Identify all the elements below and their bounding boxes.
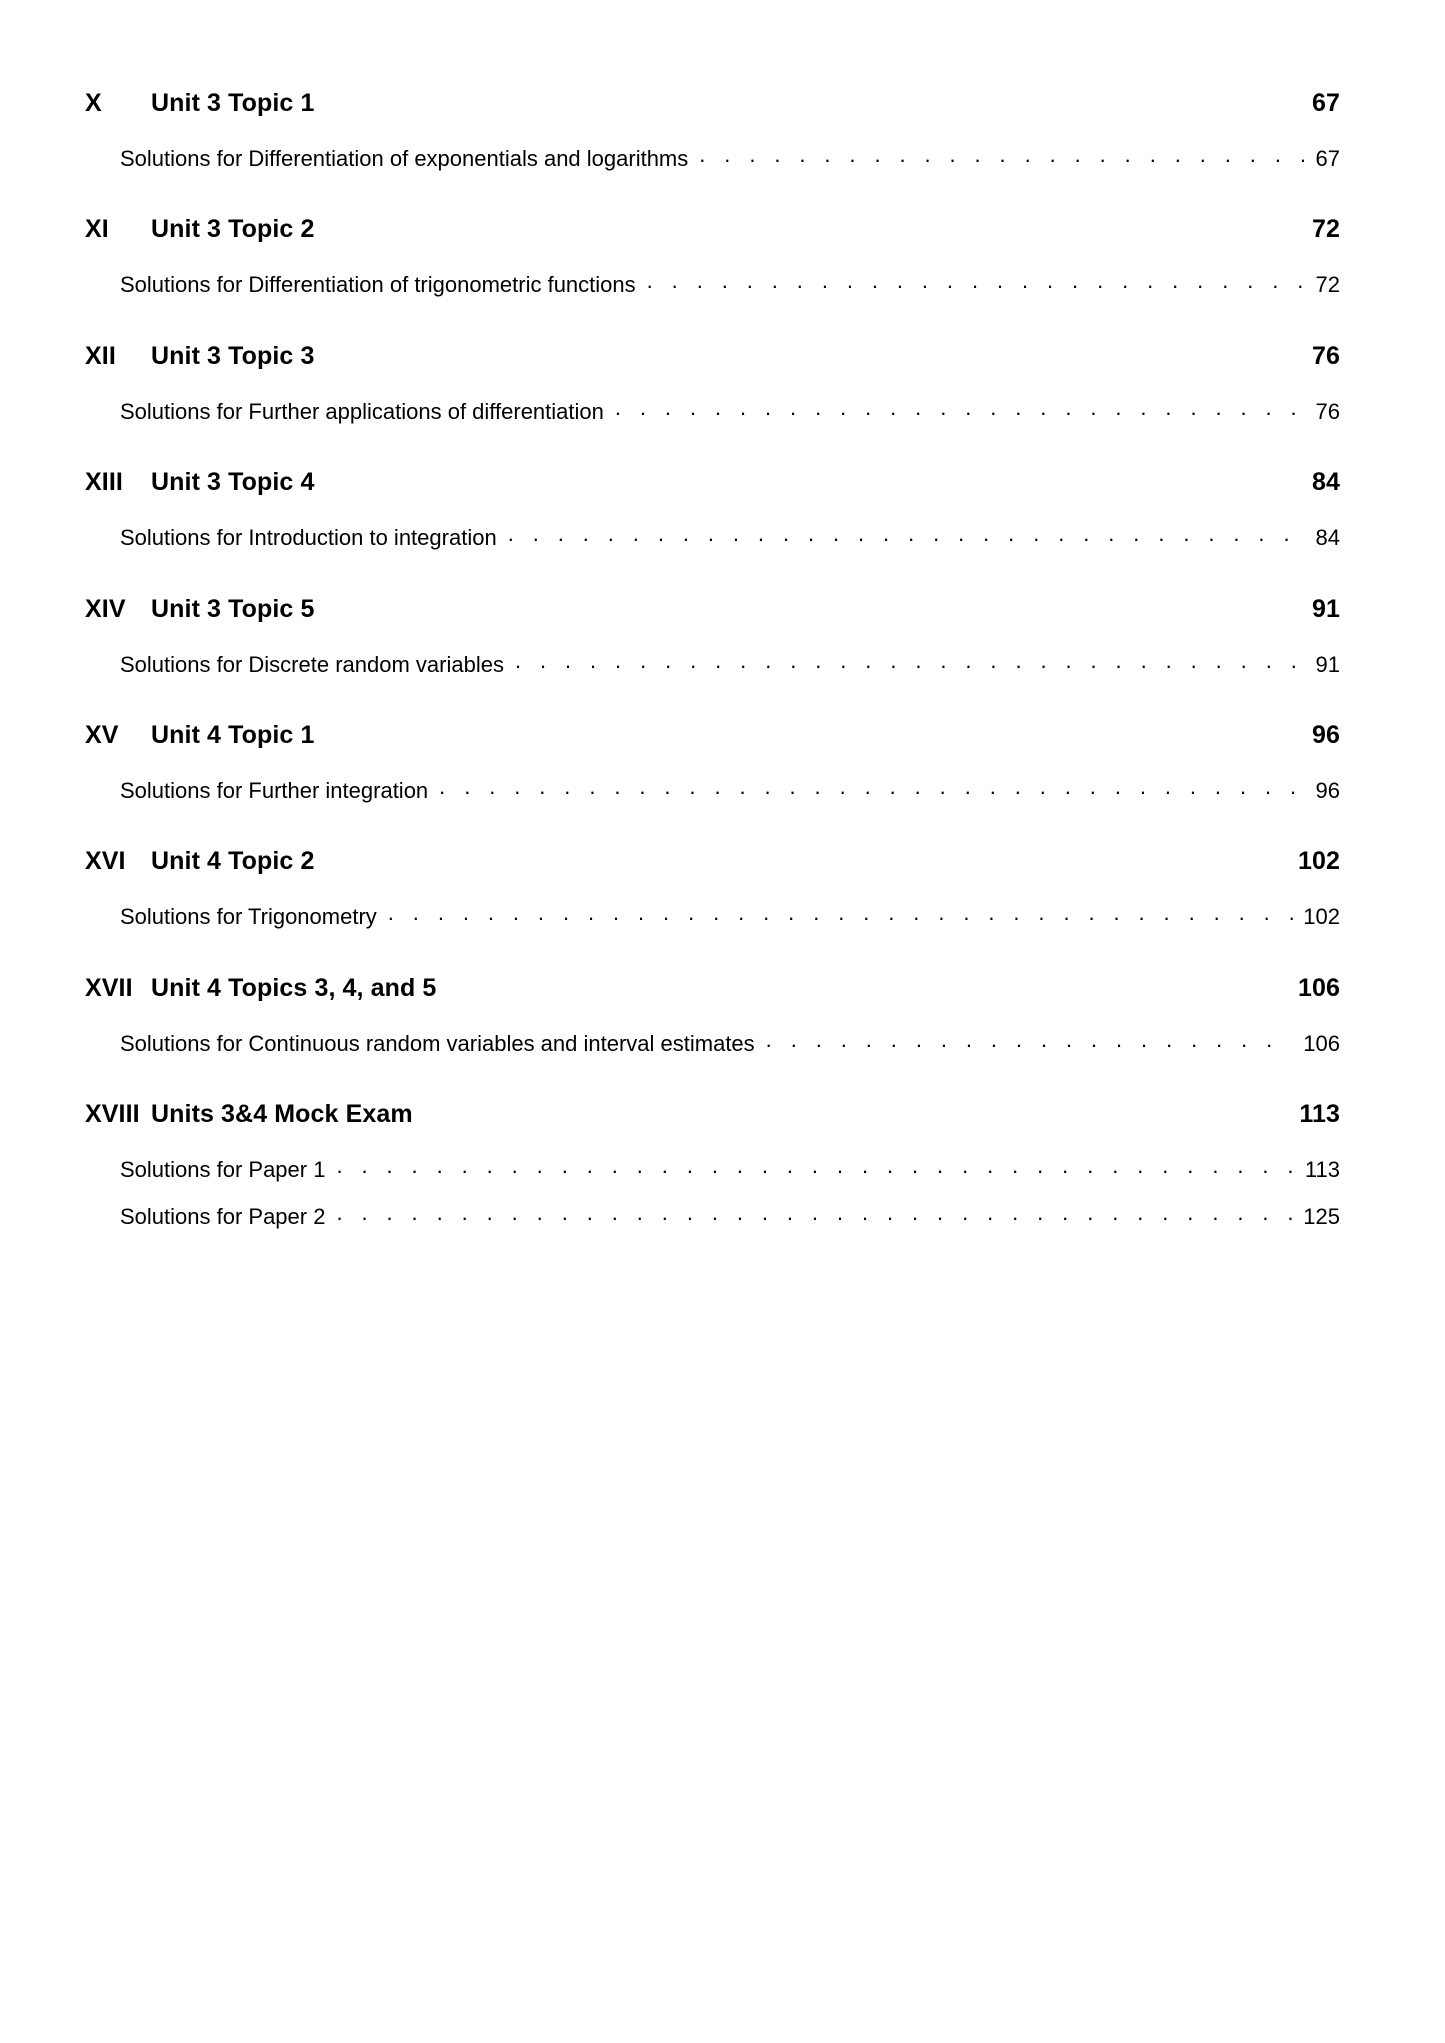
chapter-title: Unit 4 Topic 1 — [151, 720, 315, 749]
toc-chapter-block — [85, 341, 1340, 425]
dot-leader — [388, 902, 1294, 924]
chapter-page-number: 72 — [1311, 215, 1340, 244]
toc-entry[interactable] — [85, 523, 1340, 551]
chapter-numeral: X — [85, 89, 102, 117]
entry-page-number: 125 — [1303, 1203, 1340, 1229]
chapter-page-number: 113 — [1299, 1100, 1340, 1129]
toc-chapter-heading[interactable] — [85, 720, 1340, 750]
entry-page-number: 72 — [1315, 272, 1340, 298]
dot-leader — [336, 1202, 1293, 1224]
chapter-numeral: XIII — [85, 468, 123, 497]
entry-label: Solutions for Further applications of differentiation — [120, 398, 604, 424]
toc-chapter-block — [85, 846, 1340, 930]
entry-label: Solutions for Further integration — [120, 777, 429, 803]
chapter-page-number: 91 — [1311, 594, 1340, 623]
toc-entry[interactable] — [85, 397, 1340, 425]
chapter-title: Unit 4 Topic 2 — [151, 847, 315, 876]
chapter-title: Unit 4 Topics 3, 4, and 5 — [151, 973, 437, 1002]
entry-label: Solutions for Paper 1 — [120, 1157, 326, 1183]
toc-chapter-heading[interactable] — [85, 214, 1340, 244]
entry-label: Solutions for Discrete random variables — [120, 651, 504, 677]
toc-chapter-block — [85, 973, 1340, 1057]
dot-leader — [515, 650, 1306, 672]
toc-chapter-block — [85, 88, 1340, 172]
entry-page-number: 91 — [1315, 651, 1340, 677]
toc-entry[interactable] — [85, 776, 1340, 804]
chapter-page-number: 84 — [1311, 468, 1340, 497]
chapter-title: Unit 3 Topic 1 — [151, 89, 315, 117]
entry-page-number: 106 — [1303, 1030, 1340, 1056]
toc-chapter-block — [85, 467, 1340, 551]
toc-chapter-block — [85, 594, 1340, 678]
dot-leader — [508, 523, 1306, 545]
dot-leader — [336, 1155, 1294, 1177]
dot-leader — [647, 270, 1306, 292]
toc-entry[interactable] — [85, 1202, 1340, 1230]
chapter-title: Unit 3 Topic 5 — [151, 594, 315, 623]
toc-chapter-heading[interactable] — [85, 88, 1340, 118]
toc-chapter-heading[interactable] — [85, 341, 1340, 371]
entry-label: Solutions for Differentiation of exponentials and logarithms — [120, 146, 689, 171]
chapter-numeral: XI — [85, 215, 109, 244]
toc-chapter-block — [85, 720, 1340, 804]
toc-chapter-heading[interactable] — [85, 1099, 1340, 1129]
toc-entry[interactable] — [85, 144, 1340, 172]
entry-page-number: 113 — [1304, 1157, 1340, 1183]
toc-entry[interactable] — [85, 270, 1340, 298]
chapter-numeral: XVII — [85, 973, 133, 1002]
dot-leader — [766, 1029, 1294, 1051]
chapter-page-number: 76 — [1311, 341, 1340, 370]
chapter-title: Unit 3 Topic 2 — [151, 215, 315, 244]
entry-label: Solutions for Paper 2 — [120, 1203, 326, 1229]
chapter-title: Unit 3 Topic 4 — [151, 468, 315, 497]
toc-chapter-heading[interactable] — [85, 846, 1340, 876]
chapter-numeral: XIV — [85, 594, 126, 623]
toc-entry[interactable] — [85, 902, 1340, 930]
chapter-title: Units 3&4 Mock Exam — [151, 1100, 413, 1129]
table-of-contents — [85, 88, 1340, 1230]
toc-chapter-heading[interactable] — [85, 467, 1340, 497]
entry-label: Solutions for Continuous random variables and interval estimates — [120, 1030, 755, 1056]
entry-page-number: 67 — [1315, 146, 1340, 171]
entry-page-number: 84 — [1315, 525, 1340, 551]
entry-page-number: 102 — [1303, 904, 1340, 930]
toc-chapter-block — [85, 1099, 1340, 1230]
dot-leader — [439, 776, 1305, 798]
chapter-title: Unit 3 Topic 3 — [151, 341, 315, 370]
entry-label: Solutions for Introduction to integration — [120, 525, 497, 551]
entry-label: Solutions for Differentiation of trigonometric functions — [120, 272, 636, 298]
chapter-page-number: 106 — [1297, 973, 1340, 1002]
dot-leader — [615, 397, 1306, 419]
dot-leader — [699, 144, 1305, 166]
chapter-page-number: 96 — [1311, 720, 1340, 749]
chapter-numeral: XVIII — [85, 1100, 140, 1129]
chapter-numeral: XII — [85, 341, 116, 370]
entry-page-number: 96 — [1315, 777, 1340, 803]
toc-entry[interactable] — [85, 1029, 1340, 1057]
chapter-page-number: 67 — [1311, 89, 1340, 117]
chapter-numeral: XVI — [85, 847, 126, 876]
toc-chapter-heading[interactable] — [85, 594, 1340, 624]
entry-label: Solutions for Trigonometry — [120, 904, 377, 930]
toc-chapter-heading[interactable] — [85, 973, 1340, 1003]
toc-entry[interactable] — [85, 650, 1340, 678]
toc-entry[interactable] — [85, 1155, 1340, 1183]
entry-page-number: 76 — [1315, 398, 1340, 424]
chapter-numeral: XV — [85, 720, 119, 749]
toc-chapter-block — [85, 214, 1340, 298]
chapter-page-number: 102 — [1297, 847, 1340, 876]
